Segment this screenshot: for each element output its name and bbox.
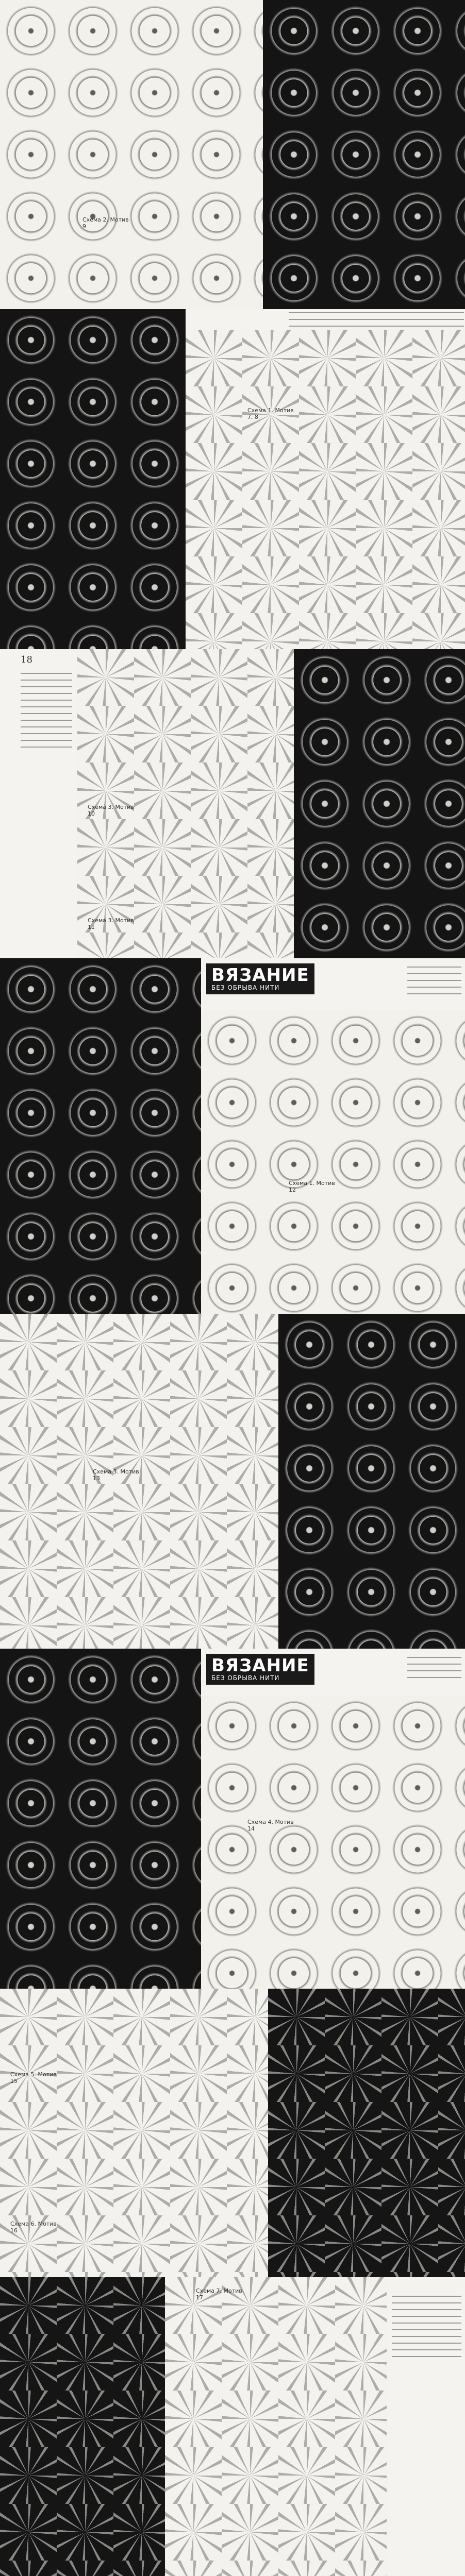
diagram-caption: Схема 7. Мотив 17 xyxy=(196,2287,242,2301)
diagram-caption: Схема 3. Мотив 13 xyxy=(93,1468,139,1482)
lace-diagram-panel xyxy=(201,1010,465,1314)
magazine-logo: ВЯЗАНИЕ БЕЗ ОБРЫВА НИТИ xyxy=(206,963,314,994)
lace-photo-panel xyxy=(0,1649,201,1989)
page-strip-4 xyxy=(0,958,465,1314)
diagram-caption: Схема 3. Мотив 11 xyxy=(88,917,134,931)
lace-photo-panel xyxy=(268,1989,465,2277)
lace-diagram-panel xyxy=(0,0,263,309)
page-strip-3 xyxy=(0,649,465,958)
page-strip-6 xyxy=(0,1649,465,1989)
page-strip-8 xyxy=(0,2277,465,2576)
page-strip-1 xyxy=(0,0,465,309)
article-text xyxy=(407,1654,461,1695)
article-text xyxy=(289,309,464,330)
lace-photo-panel xyxy=(294,649,465,958)
page-strip-5 xyxy=(0,1314,465,1649)
article-text xyxy=(21,670,72,824)
lace-photo-panel xyxy=(263,0,465,309)
diagram-caption: Схема 5. Мотив 15 xyxy=(10,2071,57,2085)
lace-photo-panel xyxy=(0,309,186,649)
diagram-caption: Схема 4. Мотив 14 xyxy=(247,1819,294,1833)
lace-photo-panel xyxy=(0,2277,165,2576)
article-text xyxy=(392,2293,461,2427)
diagram-caption: Схема 3. Мотив 10 xyxy=(88,804,134,818)
page-strip-2 xyxy=(0,309,465,649)
lace-diagram-panel xyxy=(201,1695,465,1989)
lace-photo-panel xyxy=(0,958,201,1314)
magazine-logo: ВЯЗАНИЕ БЕЗ ОБРЫВА НИТИ xyxy=(206,1654,314,1685)
lace-diagram-panel xyxy=(165,2277,387,2576)
diagram-caption: Схема 2. Мотив 9 xyxy=(82,216,129,230)
page-number: 18 xyxy=(21,654,32,665)
diagram-caption: Схема 6. Мотив 16 xyxy=(10,2221,57,2234)
diagram-caption: Схема 1. Мотив 12 xyxy=(289,1180,335,1194)
page-strip-7 xyxy=(0,1989,465,2277)
diagram-caption: Схема 1. Мотив 7, 8 xyxy=(247,407,294,421)
lace-diagram-panel xyxy=(186,330,465,649)
lace-photo-panel xyxy=(278,1314,465,1649)
article-text xyxy=(407,963,461,1010)
